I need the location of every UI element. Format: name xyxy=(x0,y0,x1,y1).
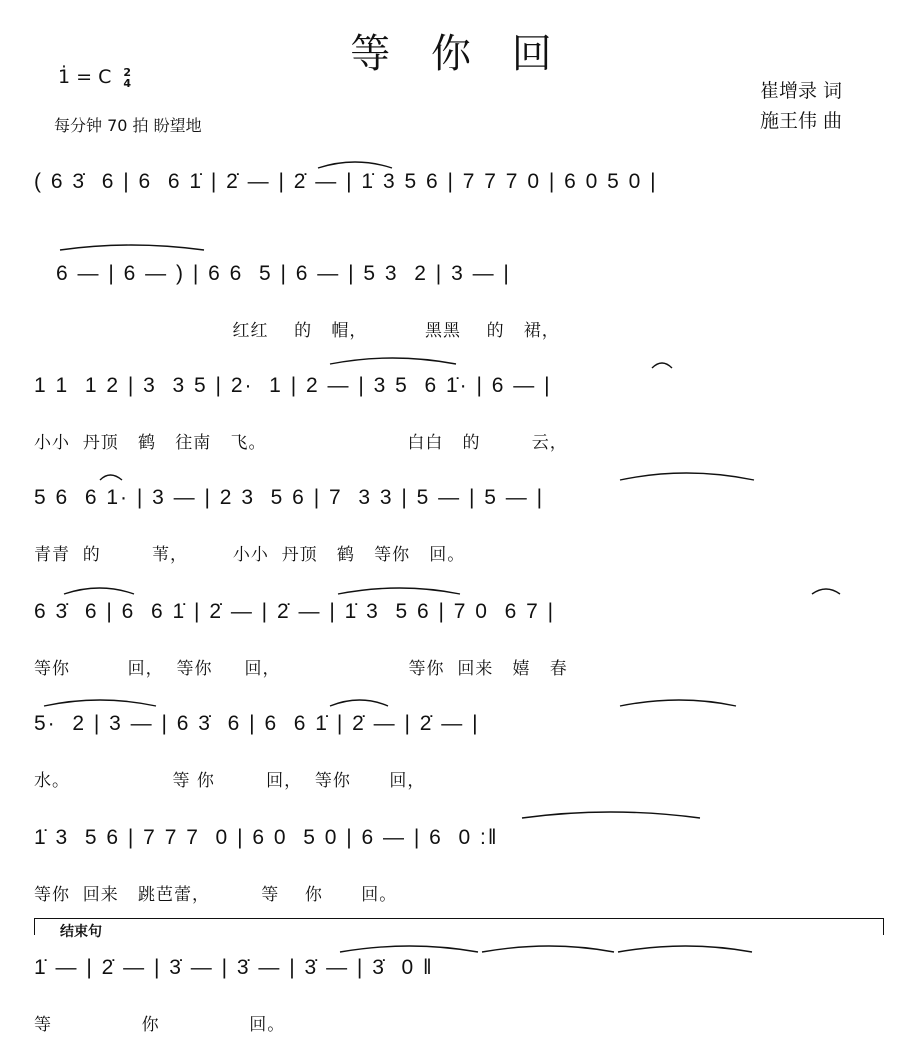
slur-ties-line-7 xyxy=(0,814,916,874)
notation-line-5 xyxy=(0,588,916,648)
notes-line-3: 1 1 1 2 | 3 3 5 | 2· 1 | 2 — | 3 5 6 1̇· | 6 — | xyxy=(34,374,552,397)
lyricist-credit: 崔增录 词 xyxy=(760,80,843,102)
lyrics-line-7: 等你 回来 跳芭蕾， 等 你 回。 xyxy=(34,885,398,905)
notation-line-2 xyxy=(0,250,916,310)
slur-ties-line-3 xyxy=(0,362,916,422)
score-line-3 xyxy=(0,362,916,472)
score-line-7 xyxy=(0,814,916,924)
notation-line-6 xyxy=(0,700,916,760)
lyrics-line-6: 水。 等 你 回， 等你 回， xyxy=(34,771,426,791)
slur-ties-line-2 xyxy=(0,250,916,310)
notes-line-6: 5· 2 | 3 — | 6 3̇ 6 | 6 6 1̇ | 2̇ — | 2̇ — | xyxy=(34,712,480,735)
notation-line-8 xyxy=(0,944,916,1004)
notes-line-2: 6 — | 6 — ) | 6 6 5 | 6 — | 5 3 2 | 3 — | xyxy=(56,262,511,285)
score-line-4 xyxy=(0,474,916,584)
slur-ties-line-6 xyxy=(0,700,916,760)
key-text: 1̇ = C xyxy=(58,66,112,88)
slur-ties-line-8 xyxy=(0,944,916,1004)
notes-line-7: 1̇ 3 5 6 | 7 7 7 0 | 6 0 5 0 | 6 — | 6 0 :‖ xyxy=(34,826,499,849)
notes-line-5: 6 3̇ 6 | 6 6 1̇ | 2̇ — | 2̇ — | 1̇ 3 5 6 | 7 0 6 7 | xyxy=(34,600,556,623)
lyrics-line-3: 小小 丹顶 鹤 往南 飞。 白白 的 云， xyxy=(34,433,568,453)
slur-ties-line-4 xyxy=(0,474,916,534)
lyrics-line-4: 青青 的 苇， 小小 丹顶 鹤 等你 回。 xyxy=(34,545,466,565)
score-line-2 xyxy=(0,250,916,360)
slur-ties-line-1 xyxy=(0,158,916,218)
tempo-marking: 每分钟 70 拍 盼望地 xyxy=(54,116,202,135)
lyrics-line-5: 等你 回， 等你 回， 等你 回来 嬉 春 xyxy=(34,659,568,679)
score-line-8 xyxy=(0,944,916,1054)
key-signature xyxy=(58,66,131,89)
notes-line-8: 1̇ — | 2̇ — | 3̇ — | 3̇ — | 3̇ — | 3̇ 0 ‖ xyxy=(34,956,434,979)
notation-line-1 xyxy=(0,158,916,218)
score-line-5 xyxy=(0,588,916,698)
notation-line-7 xyxy=(0,814,916,874)
time-signature xyxy=(123,67,131,89)
slur-ties-line-5 xyxy=(0,588,916,648)
score-line-6 xyxy=(0,700,916,810)
time-sig-bottom: 4 xyxy=(123,76,132,90)
lyrics-line-2: 红红 的 帽， 黑黑 的 裙， xyxy=(34,321,560,341)
song-title: 等 你 回 xyxy=(350,31,566,77)
notes-line-1: ( 6 3̇ 6 | 6 6 1̇ | 2̇ — | 2̇ — | 1̇ 3 5 6 | 7 7 7 0 | 6 0 5 0 | xyxy=(34,170,658,193)
notation-line-4 xyxy=(0,474,916,534)
time-sig-top: 2 xyxy=(123,65,132,79)
ending-label: 结束句 xyxy=(60,924,102,940)
lyrics-line-8: 等 你 回。 xyxy=(34,1015,286,1035)
ending-bracket xyxy=(34,918,884,935)
notes-line-4: 5 6 6 1· | 3 — | 2 3 5 6 | 7 3 3 | 5 — | 5 — | xyxy=(34,486,545,509)
notation-line-3 xyxy=(0,362,916,422)
composer-credit: 施王伟 曲 xyxy=(760,110,843,132)
